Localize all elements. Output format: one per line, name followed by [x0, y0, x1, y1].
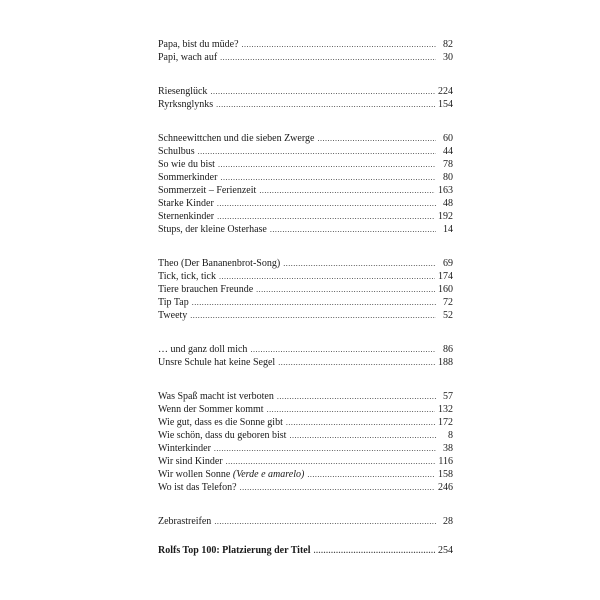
- entry-title: Papi, wach auf: [158, 52, 218, 63]
- leader-dots: [226, 455, 436, 468]
- leader-dots: [277, 390, 436, 403]
- toc-entry: [158, 85, 453, 98]
- entry-page: 60: [443, 133, 453, 144]
- toc-entry: [158, 210, 453, 223]
- entry-page: 224: [438, 86, 453, 97]
- toc-group: [158, 257, 453, 322]
- entry-page: 44: [443, 146, 453, 157]
- entry-title: [158, 468, 304, 481]
- entry-title: Was Spaß macht ist verboten: [158, 391, 274, 402]
- toc-entry: [158, 455, 453, 468]
- leader-dots: [190, 309, 436, 322]
- toc-entry: [158, 38, 453, 51]
- toc-entry: [158, 270, 453, 283]
- entry-title: Sommerzeit – Ferienzeit: [158, 185, 257, 196]
- toc-group: [158, 343, 453, 369]
- toc-entry: [158, 223, 453, 236]
- toc-entry: [158, 356, 453, 369]
- entry-title: Tweety: [158, 310, 188, 321]
- entry-page: 86: [443, 344, 453, 355]
- entry-page: 163: [438, 185, 453, 196]
- entry-page: 48: [443, 198, 453, 209]
- entry-title: Wie schön, dass du geboren bist: [158, 430, 287, 441]
- table-of-contents: [158, 34, 453, 528]
- entry-page: 116: [438, 456, 453, 467]
- entry-title: Unsre Schule hat keine Segel: [158, 357, 276, 368]
- toc-entry: [158, 481, 453, 494]
- entry-page: 132: [438, 404, 453, 415]
- leader-dots: [198, 145, 436, 158]
- leader-dots: [286, 416, 435, 429]
- entry-title: Wo ist das Telefon?: [158, 482, 237, 493]
- toc-group: [158, 132, 453, 236]
- leader-dots: [289, 429, 436, 442]
- entry-page: 160: [438, 284, 453, 295]
- toc-entry: [158, 171, 453, 184]
- leader-dots: [250, 343, 436, 356]
- entry-title: Wir sind Kinder: [158, 456, 223, 467]
- toc-entry: [158, 403, 453, 416]
- leader-dots: [219, 270, 435, 283]
- entry-page: 69: [443, 258, 453, 269]
- entry-page: 57: [443, 391, 453, 402]
- entry-title: Theo (Der Bananenbrot-Song): [158, 258, 281, 269]
- entry-title: … und ganz doll mich: [158, 344, 248, 355]
- entry-page: 82: [443, 39, 453, 50]
- entry-page: 188: [438, 357, 453, 368]
- toc-entry: [158, 416, 453, 429]
- toc-entry: [158, 343, 453, 356]
- toc-group: [158, 38, 453, 64]
- toc-entry: [158, 158, 453, 171]
- entry-page: 158: [438, 469, 453, 480]
- leader-dots: [317, 132, 436, 145]
- leader-dots: [267, 403, 435, 416]
- entry-title: Schneewittchen und die sieben Zwerge: [158, 133, 315, 144]
- entry-page: 28: [443, 516, 453, 527]
- entry-title: Tip Tap: [158, 297, 189, 308]
- entry-page: 254: [438, 545, 453, 556]
- leader-dots: [216, 98, 435, 111]
- entry-title: So wie du bist: [158, 159, 215, 170]
- toc-entry: [158, 429, 453, 442]
- toc-entry: [158, 184, 453, 197]
- leader-dots: [214, 442, 436, 455]
- entry-page: 14: [443, 224, 453, 235]
- entry-title: Tiere brauchen Freunde: [158, 284, 254, 295]
- entry-page: 52: [443, 310, 453, 321]
- entry-title: Papa, bist du müde?: [158, 39, 239, 50]
- leader-dots: [217, 210, 435, 223]
- entry-title-subtitle: (Verde e amarelo): [232, 469, 305, 480]
- entry-page: 172: [438, 417, 453, 428]
- toc-entry: [158, 98, 453, 111]
- leader-dots: [270, 223, 436, 236]
- leader-dots: [283, 257, 436, 270]
- toc-group: [158, 390, 453, 494]
- entry-page: 8: [448, 430, 453, 441]
- toc-entry: [158, 309, 453, 322]
- leader-dots: [314, 544, 435, 557]
- entry-title: Riesenglück: [158, 86, 208, 97]
- toc-group: [158, 515, 453, 528]
- leader-dots: [220, 171, 436, 184]
- leader-dots: [210, 85, 435, 98]
- entry-title: Zebrastreifen: [158, 516, 212, 527]
- leader-dots: [192, 296, 436, 309]
- leader-dots: [218, 158, 436, 171]
- entry-page: 80: [443, 172, 453, 183]
- entry-title: Wie gut, dass es die Sonne gibt: [158, 417, 283, 428]
- entry-page: 72: [443, 297, 453, 308]
- leader-dots: [307, 468, 435, 481]
- entry-page: 174: [438, 271, 453, 282]
- toc-entry: [158, 544, 453, 557]
- entry-title: Wenn der Sommer kommt: [158, 404, 264, 415]
- entry-page: 30: [443, 52, 453, 63]
- toc-entry: [158, 132, 453, 145]
- entry-title: Sternenkinder: [158, 211, 215, 222]
- entry-title: Sommerkinder: [158, 172, 218, 183]
- toc-entry: [158, 390, 453, 403]
- toc-entry: [158, 296, 453, 309]
- leader-dots: [256, 283, 435, 296]
- entry-page: 154: [438, 99, 453, 110]
- toc-entry: [158, 51, 453, 64]
- entry-page: 78: [443, 159, 453, 170]
- entry-page: 192: [438, 211, 453, 222]
- toc-entry: [158, 515, 453, 528]
- leader-dots: [242, 38, 436, 51]
- toc-entry: [158, 257, 453, 270]
- entry-page: 246: [438, 482, 453, 493]
- final-toc-entry: [158, 544, 453, 557]
- entry-title: Rolfs Top 100: Platzierung der Titel: [158, 545, 311, 556]
- entry-title-main: Wir wollen Sonne: [158, 469, 231, 480]
- toc-group: [158, 85, 453, 111]
- leader-dots: [217, 197, 436, 210]
- entry-title: Ryrksnglynks: [158, 99, 214, 110]
- leader-dots: [214, 515, 436, 528]
- entry-title: Tick, tick, tick: [158, 271, 216, 282]
- leader-dots: [259, 184, 435, 197]
- toc-entry: [158, 283, 453, 296]
- entry-page: 38: [443, 443, 453, 454]
- toc-entry: [158, 442, 453, 455]
- entry-title: Starke Kinder: [158, 198, 214, 209]
- toc-entry: [158, 468, 453, 481]
- entry-title: Stups, der kleine Osterhase: [158, 224, 267, 235]
- toc-entry: [158, 145, 453, 158]
- leader-dots: [220, 51, 436, 64]
- toc-entry: [158, 197, 453, 210]
- leader-dots: [278, 356, 435, 369]
- entry-title: Schulbus: [158, 146, 195, 157]
- leader-dots: [240, 481, 435, 494]
- entry-title: Winterkinder: [158, 443, 211, 454]
